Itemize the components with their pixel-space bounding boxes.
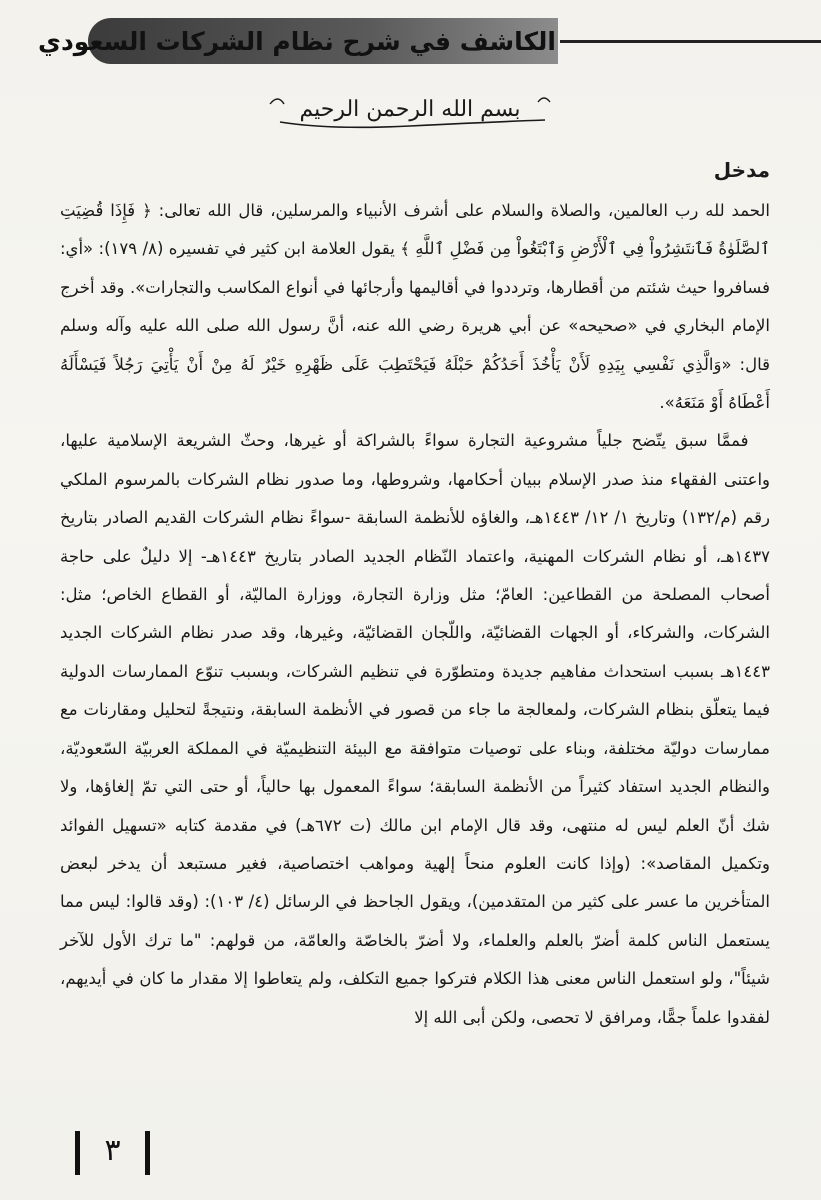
paragraph-main: فممَّا سبق يتّضح جلياً مشروعية التجارة سواءً بالشراكة أو غيرها، وحثّ الشريعة الإسلامية عليها، واعتنى الفقهاء منذ صدر الإسلام ببيان أحكامها، وشروطها، وما صدور نظام الشركات بالمرسوم الملكي رقم (م/١٣٢) وتاريخ ١/ ١٢/ ١٤٤٣هـ، والغاؤه للأنظمة السابقة -سواءً نظام الشركات القديم الصادر بتاريخ ١٤٣٧هـ، أو نظام الشركات المهنية، واعتماد النّظام الجديد الصادر بتاريخ ١٤٤٣هـ- إلا دليلٌ على حاجة أصحاب المصلحة من القطاعين: العامّ؛ مثل وزارة التجارة، ووزارة الماليّة، أو القطاع الخاص؛ مثل: الشركات، والشركاء، أو الجهات القضائيّة، واللّجان القضائيّة، وغيرها، وقد صدر نظام الشركات الجديد ١٤٤٣هـ بسبب استحداث مفاهيم جديدة ومتطوّرة في تنظيم الشركات، وبسبب تنوّع الممارسات الدولية فيما يتعلّق بنظام الشركات، ولمعالجة ما جاء من قصور في الأنظمة السابقة، ونتيجةً لتحليل ومقارنات مع ممارسات دوليّة مختلفة، وبناء على توصيات متوافقة مع البيئة التنظيميّة في المملكة العربيّة السّعوديّة، والنظام الجديد استفاد كثيراً من الأنظمة السابقة؛ سواءً المعمول بها حالياً، أو حتى التي تمّ إلغاؤها، ولا شك أنّ العلم ليس له منتهى، وقد قال الإمام ابن مالك (ت ٦٧٢هـ) في مقدمة كتابه «تسهيل الفوائد وتكميل المقاصد»: (وإذا كانت العلوم منحاً إلهية ومواهب اختصاصية، فغير مستبعد أن يدخر لبعض المتأخرين ما عسر على كثير من المتقدمين)، ويقول الجاحظ في الرسائل (٤/ ١٠٣): (وقد قالوا: ليس مما يستعمل الناس كلمة أضرّ بالعلم والعلماء، ولا أضرّ بالخاصّة والعامّة، من قولهم: "ما ترك الأول للآخر شيئاً"، ولو استعمل الناس معنى هذا الكلام فتركوا جميع التكلف، ولم يتعاطوا إلا مقدار ما كان في أيديهم، لفقدوا علماً جمًّا، ومرافق لا تحصى، ولكن أبى الله إلا: [60, 431, 771, 1027]
section-title: مدخل: [713, 158, 770, 182]
header-rule: [560, 40, 821, 43]
paragraph-intro: الحمد لله رب العالمين، والصلاة والسلام على أشرف الأنبياء والمرسلين، قال الله تعالى: ﴿ فَإِذَا قُضِيَتِ ٱلصَّلَوٰةُ فَٱنتَشِرُواْ فِي ٱلْأَرْضِ وَٱبْتَغُواْ مِن فَضْلِ ٱللَّهِ ﴾ يقول العلامة ابن كثير في تفسيره (٨/ ١٧٩): «أي: فسافروا حيث شئتم من أقطارها، وترددوا في أقاليمها وأرجائها في أنواع المكاسب والتجارات». وقد أخرج الإمام البخاري في «صحيحه» عن أبي هريرة رضي الله عنه، أنَّ رسول الله صلى الله عليه وآله وسلم قال: «وَالَّذِي نَفْسِي بِيَدِهِ لَأَنْ يَأْخُذَ أَحَدُكُمْ حَبْلَهُ فَيَحْتَطِبَ عَلَى ظَهْرِهِ خَيْرٌ لَهُ مِنْ أَنْ يَأْتِيَ رَجُلاً فَيَسْأَلَهُ أَعْطَاهُ أَوْ مَنَعَهُ».: [60, 201, 770, 413]
basmala-text: بسم الله الرحمن الرحيم: [299, 97, 521, 122]
page-number: ٣: [104, 1133, 121, 1168]
page-number-box: [75, 1123, 150, 1183]
running-header-title: الكاشف في شرح نظام الشركات السعودي: [38, 27, 556, 56]
main-text-block: [60, 150, 770, 1037]
basmala-calligraphy-icon: [250, 82, 570, 134]
